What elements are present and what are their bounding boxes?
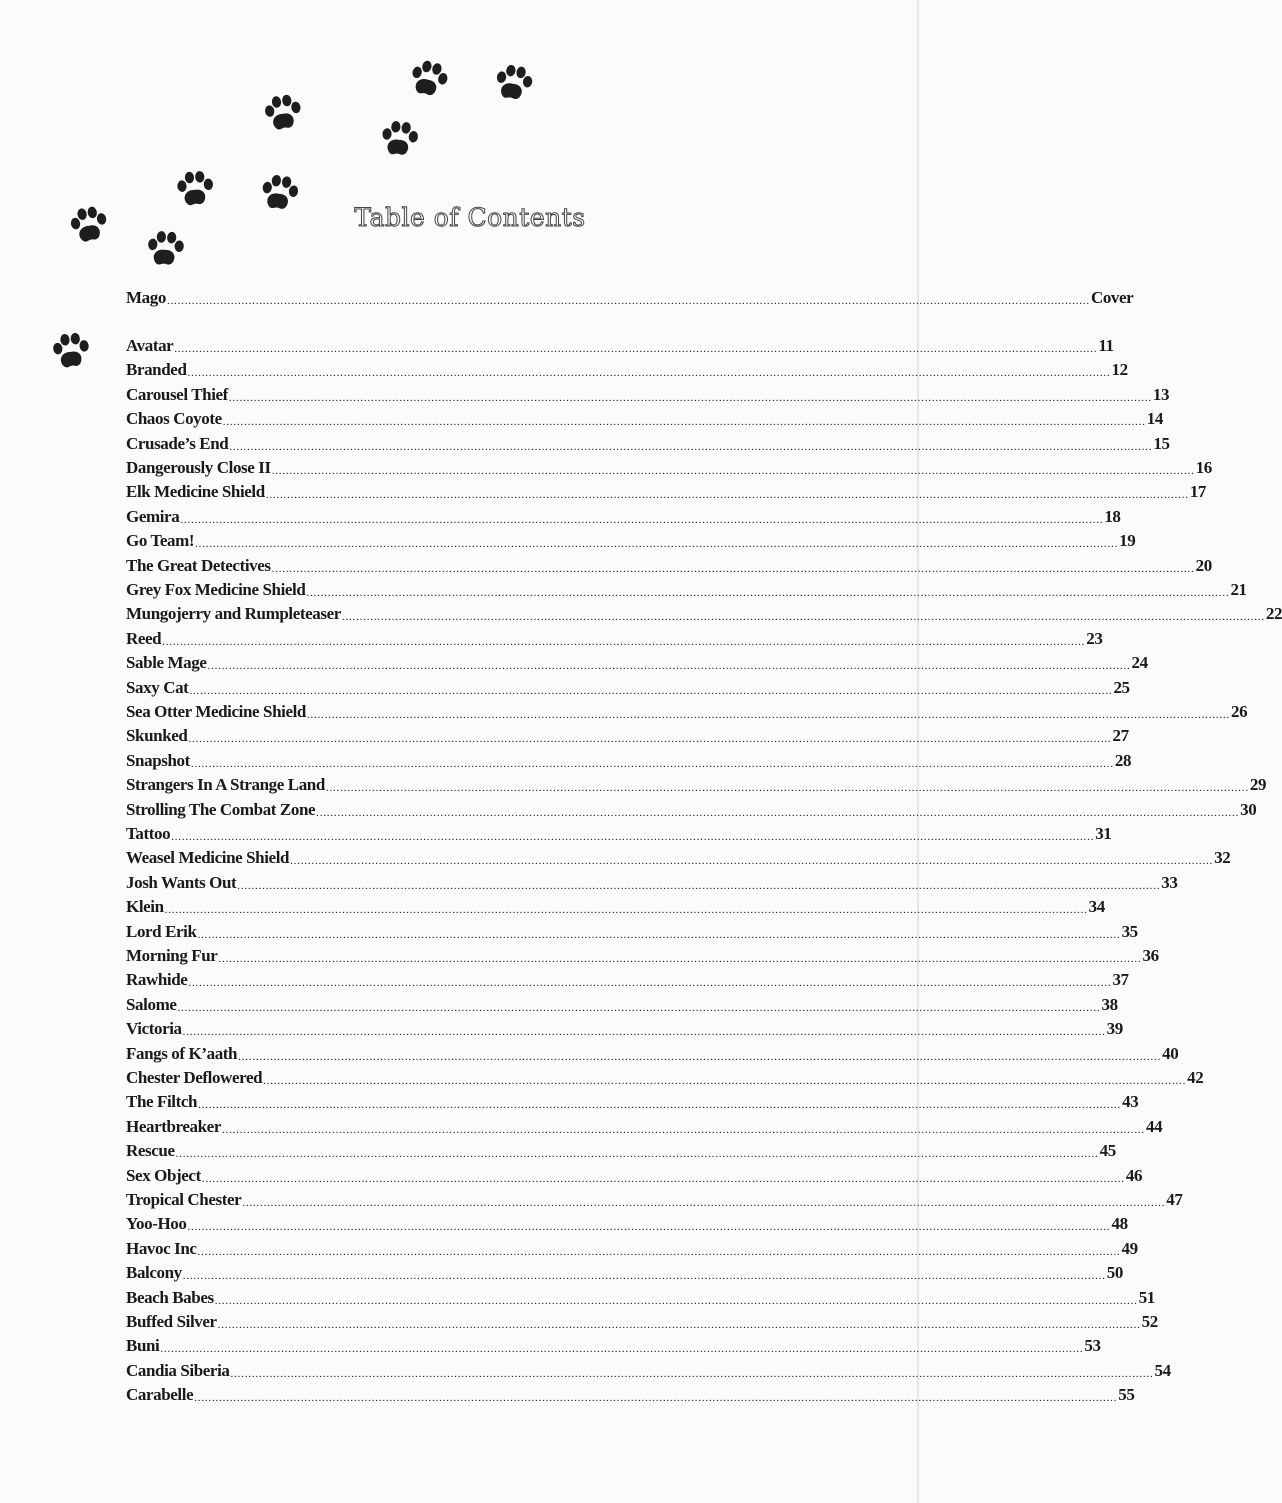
dot-leader: .................................................................................................................................................................................................................................................................... — [182, 1270, 1106, 1283]
entry-page: 36 — [1142, 946, 1159, 965]
dot-leader: .................................................................................................................................................................................................................................................................... — [306, 587, 1230, 599]
entry-title: Beach Babes — [126, 1287, 214, 1307]
paw-print-icon — [486, 58, 539, 111]
entry-page: 28 — [1114, 750, 1132, 770]
entry-page: 49 — [1121, 1238, 1138, 1258]
entry-title: Klein — [126, 897, 164, 917]
entry-title: Go Team! — [126, 531, 195, 551]
toc-entry[interactable] — [126, 798, 1257, 822]
toc-entry-front[interactable] — [126, 286, 1134, 310]
toc-entry[interactable] — [126, 1188, 1183, 1212]
dot-leader: .................................................................................................................................................................................................................................................................... — [306, 709, 1230, 721]
entry-page: 26 — [1230, 702, 1248, 721]
toc-entry[interactable] — [126, 1115, 1163, 1139]
entry-page: 31 — [1095, 824, 1112, 843]
dot-leader: .................................................................................................................................................................................................................................................................... — [222, 416, 1146, 429]
entry-page: 50 — [1106, 1263, 1123, 1283]
paw-print-icon — [257, 89, 309, 141]
entry-page: 17 — [1189, 482, 1207, 502]
entry-page: 12 — [1111, 360, 1128, 380]
entry-page: 32 — [1214, 848, 1231, 868]
entry-title: Heartbreaker — [126, 1116, 221, 1136]
entry-title: Elk Medicine Shield — [126, 482, 265, 502]
entry-title: Tropical Chester — [126, 1190, 242, 1209]
dot-leader: .................................................................................................................................................................................................................................................................... — [171, 831, 1095, 843]
entry-page: 19 — [1119, 531, 1136, 551]
entry-title: Gemira — [126, 506, 180, 526]
entry-title: Skunked — [126, 726, 188, 746]
entry-page: 22 — [1265, 604, 1282, 624]
entry-title: Snapshot — [126, 750, 190, 770]
entry-title: Grey Fox Medicine Shield — [126, 580, 306, 599]
dot-leader: .................................................................................................................................................................................................................................................................... — [187, 1221, 1111, 1234]
paw-print-icon — [62, 200, 115, 253]
toc-entry[interactable] — [126, 1237, 1138, 1261]
dot-leader: .................................................................................................................................................................................................................................................................... — [214, 1294, 1138, 1307]
entry-title: Sable Mage — [126, 653, 207, 673]
dot-leader: .................................................................................................................................................................................................................................................................... — [197, 928, 1121, 941]
entry-title: Lord Erik — [126, 921, 197, 941]
toc-entry[interactable] — [126, 700, 1248, 724]
dot-leader: .................................................................................................................................................................................................................................................................... — [341, 611, 1265, 624]
entry-page: 11 — [1098, 336, 1114, 355]
dot-leader: .................................................................................................................................................................................................................................................................... — [265, 489, 1189, 502]
toc-entry[interactable] — [126, 578, 1247, 602]
entry-title: Chaos Coyote — [126, 409, 222, 429]
entry-title: Rescue — [126, 1141, 175, 1161]
entry-page: 53 — [1084, 1336, 1101, 1356]
entry-title: Avatar — [126, 336, 174, 355]
dot-leader: .................................................................................................................................................................................................................................................................... — [188, 977, 1112, 990]
dot-leader: .................................................................................................................................................................................................................................................................... — [166, 295, 1090, 307]
toc-entry[interactable] — [126, 1066, 1204, 1090]
entry-title: The Great Detectives — [126, 555, 271, 575]
toc-entry[interactable] — [126, 749, 1132, 773]
toc-entry[interactable] — [126, 1139, 1116, 1163]
page-title: Table of Contents — [354, 203, 586, 232]
paw-print-icon — [140, 226, 189, 275]
entry-page: 16 — [1195, 458, 1212, 477]
entry-page: 27 — [1112, 726, 1129, 746]
toc-entry[interactable] — [126, 968, 1129, 992]
paw-print-icon — [253, 169, 305, 221]
entry-title: Sex Object — [126, 1165, 201, 1185]
paw-print-icon — [170, 166, 219, 215]
toc-entry[interactable] — [126, 407, 1163, 431]
toc-entry[interactable] — [126, 627, 1103, 651]
toc-entry[interactable] — [126, 895, 1105, 919]
toc-entry[interactable] — [126, 456, 1212, 480]
toc-entry[interactable] — [126, 432, 1170, 456]
toc-entry[interactable] — [126, 358, 1128, 382]
dot-leader: .................................................................................................................................................................................................................................................................... — [189, 684, 1113, 697]
entry-title: Mago — [126, 288, 166, 307]
toc-entry[interactable] — [126, 505, 1121, 529]
entry-title: Crusade’s End — [126, 433, 229, 453]
dot-leader: .................................................................................................................................................................................................................................................................... — [187, 367, 1111, 380]
dot-leader: .................................................................................................................................................................................................................................................................... — [263, 1075, 1187, 1087]
entry-title: Morning Fur — [126, 946, 218, 965]
entry-page: 45 — [1099, 1141, 1116, 1161]
entry-title: Havoc Inc — [126, 1238, 197, 1258]
entry-title: Victoria — [126, 1019, 182, 1039]
toc-entry[interactable] — [126, 1359, 1171, 1383]
dot-leader: .................................................................................................................................................................................................................................................................... — [316, 806, 1240, 819]
entry-page: 23 — [1086, 628, 1103, 648]
toc-entry[interactable] — [126, 944, 1159, 968]
entry-page: 44 — [1145, 1116, 1163, 1136]
entry-page: 47 — [1166, 1190, 1183, 1209]
entry-page: 25 — [1113, 677, 1130, 697]
toc-entry[interactable] — [126, 1261, 1123, 1285]
entry-title: Branded — [126, 360, 187, 380]
dot-leader: .................................................................................................................................................................................................................................................................... — [325, 782, 1249, 795]
paw-print-icon — [400, 53, 456, 109]
dot-leader: .................................................................................................................................................................................................................................................................... — [194, 1392, 1118, 1405]
toc-entry[interactable] — [126, 822, 1112, 846]
entry-title: Balcony — [126, 1263, 182, 1283]
toc-entry[interactable] — [126, 773, 1267, 797]
entry-title: Chester Deflowered — [126, 1068, 263, 1087]
paw-print-icon — [374, 116, 425, 167]
entry-page: 14 — [1146, 409, 1163, 429]
dot-leader: .................................................................................................................................................................................................................................................................... — [229, 440, 1153, 453]
dot-leader: .................................................................................................................................................................................................................................................................... — [218, 953, 1142, 965]
entry-title: Strangers In A Strange Land — [126, 775, 325, 795]
toc-entry[interactable] — [126, 1286, 1155, 1310]
entry-title: Buni — [126, 1336, 160, 1356]
entry-page: Cover — [1090, 288, 1134, 307]
entry-page: 37 — [1112, 970, 1129, 990]
toc-entry[interactable] — [126, 1042, 1179, 1066]
dot-leader: .................................................................................................................................................................................................................................................................... — [180, 513, 1104, 526]
dot-leader: .................................................................................................................................................................................................................................................................... — [290, 855, 1214, 868]
entry-page: 38 — [1101, 994, 1118, 1014]
toc-entry[interactable] — [126, 529, 1136, 553]
dot-leader: .................................................................................................................................................................................................................................................................... — [198, 1099, 1122, 1112]
dot-leader: .................................................................................................................................................................................................................................................................... — [230, 1367, 1154, 1380]
toc-entry[interactable] — [126, 480, 1207, 504]
entry-title: Dangerously Close II — [126, 458, 271, 477]
dot-leader: .................................................................................................................................................................................................................................................................... — [174, 343, 1098, 355]
dot-leader: .................................................................................................................................................................................................................................................................... — [160, 1343, 1084, 1356]
entry-page: 29 — [1249, 775, 1267, 795]
toc-entry[interactable] — [126, 920, 1138, 944]
entry-page: 54 — [1154, 1360, 1171, 1380]
entry-page: 33 — [1161, 872, 1178, 892]
entry-title: Yoo-Hoo — [126, 1214, 187, 1234]
dot-leader: .................................................................................................................................................................................................................................................................... — [190, 757, 1114, 770]
entry-title: Saxy Cat — [126, 677, 189, 697]
dot-leader: .................................................................................................................................................................................................................................................................... — [228, 391, 1152, 404]
entry-title: Candia Siberia — [126, 1360, 230, 1380]
entry-title: Carabelle — [126, 1385, 194, 1405]
dot-leader: .................................................................................................................................................................................................................................................................... — [271, 465, 1195, 477]
entry-title: Buffed Silver — [126, 1312, 217, 1331]
toc-entry[interactable] — [126, 1164, 1143, 1188]
entry-page: 18 — [1104, 506, 1121, 526]
entry-page: 24 — [1131, 653, 1148, 673]
entry-page: 46 — [1125, 1165, 1143, 1185]
dot-leader: .................................................................................................................................................................................................................................................................... — [195, 538, 1119, 551]
entry-title: Rawhide — [126, 970, 188, 990]
toc-entry[interactable] — [126, 1017, 1123, 1041]
entry-page: 51 — [1138, 1287, 1155, 1307]
entry-page: 55 — [1118, 1385, 1135, 1405]
dot-leader: .................................................................................................................................................................................................................................................................... — [177, 1001, 1101, 1014]
toc-entry[interactable] — [126, 554, 1212, 578]
toc-entry[interactable] — [126, 1334, 1101, 1358]
paw-print-icon — [46, 328, 97, 379]
entry-page: 15 — [1153, 433, 1170, 453]
dot-leader: .................................................................................................................................................................................................................................................................... — [201, 1172, 1125, 1185]
entry-title: Strolling The Combat Zone — [126, 799, 316, 819]
entry-page: 40 — [1162, 1043, 1179, 1063]
entry-title: Fangs of K’aath — [126, 1043, 238, 1063]
entry-page: 43 — [1122, 1092, 1139, 1112]
toc-entry[interactable] — [126, 1212, 1128, 1236]
dot-leader: .................................................................................................................................................................................................................................................................... — [175, 1148, 1099, 1161]
toc-entry[interactable] — [126, 676, 1130, 700]
entry-page: 21 — [1230, 580, 1247, 599]
entry-title: Carousel Thief — [126, 384, 228, 404]
toc-entry[interactable] — [126, 871, 1178, 895]
dot-leader: .................................................................................................................................................................................................................................................................... — [188, 733, 1112, 746]
dot-leader: .................................................................................................................................................................................................................................................................... — [217, 1319, 1141, 1331]
entry-title: Sea Otter Medicine Shield — [126, 702, 306, 721]
entry-page: 35 — [1121, 921, 1138, 941]
toc-entry[interactable] — [126, 1383, 1135, 1407]
toc-entry[interactable] — [126, 1090, 1139, 1114]
toc-entry[interactable] — [126, 334, 1114, 358]
dot-leader: .................................................................................................................................................................................................................................................................... — [221, 1123, 1145, 1136]
dot-leader: .................................................................................................................................................................................................................................................................... — [162, 635, 1086, 648]
entry-page: 52 — [1141, 1312, 1158, 1331]
dot-leader: .................................................................................................................................................................................................................................................................... — [182, 1026, 1106, 1039]
entry-page: 20 — [1195, 555, 1212, 575]
toc-entry[interactable] — [126, 724, 1129, 748]
dot-leader: .................................................................................................................................................................................................................................................................... — [242, 1197, 1166, 1209]
dot-leader: .................................................................................................................................................................................................................................................................... — [207, 660, 1131, 673]
dot-leader: .................................................................................................................................................................................................................................................................... — [238, 1050, 1162, 1063]
entry-page: 48 — [1111, 1214, 1128, 1234]
entry-title: Josh Wants Out — [126, 872, 237, 892]
dot-leader: .................................................................................................................................................................................................................................................................... — [164, 904, 1088, 917]
entry-page: 39 — [1106, 1019, 1123, 1039]
entry-title: Salome — [126, 994, 177, 1014]
dot-leader: .................................................................................................................................................................................................................................................................... — [271, 562, 1195, 575]
entry-title: Reed — [126, 628, 162, 648]
dot-leader: .................................................................................................................................................................................................................................................................... — [237, 879, 1161, 892]
entry-title: Weasel Medicine Shield — [126, 848, 290, 868]
dot-leader: .................................................................................................................................................................................................................................................................... — [197, 1245, 1121, 1258]
toc-entry[interactable] — [126, 1310, 1158, 1334]
entry-page: 34 — [1088, 897, 1105, 917]
entry-title: Tattoo — [126, 824, 171, 843]
entry-page: 13 — [1152, 384, 1170, 404]
toc-entry[interactable] — [126, 602, 1282, 626]
entry-title: Mungojerry and Rumpleteaser — [126, 604, 341, 624]
entry-page: 42 — [1187, 1068, 1204, 1087]
entry-title: The Filtch — [126, 1092, 198, 1112]
toc-entry[interactable] — [126, 383, 1170, 407]
toc-entry[interactable] — [126, 651, 1148, 675]
entry-page: 30 — [1240, 799, 1257, 819]
toc-entry[interactable] — [126, 846, 1231, 870]
toc-entry[interactable] — [126, 993, 1118, 1017]
